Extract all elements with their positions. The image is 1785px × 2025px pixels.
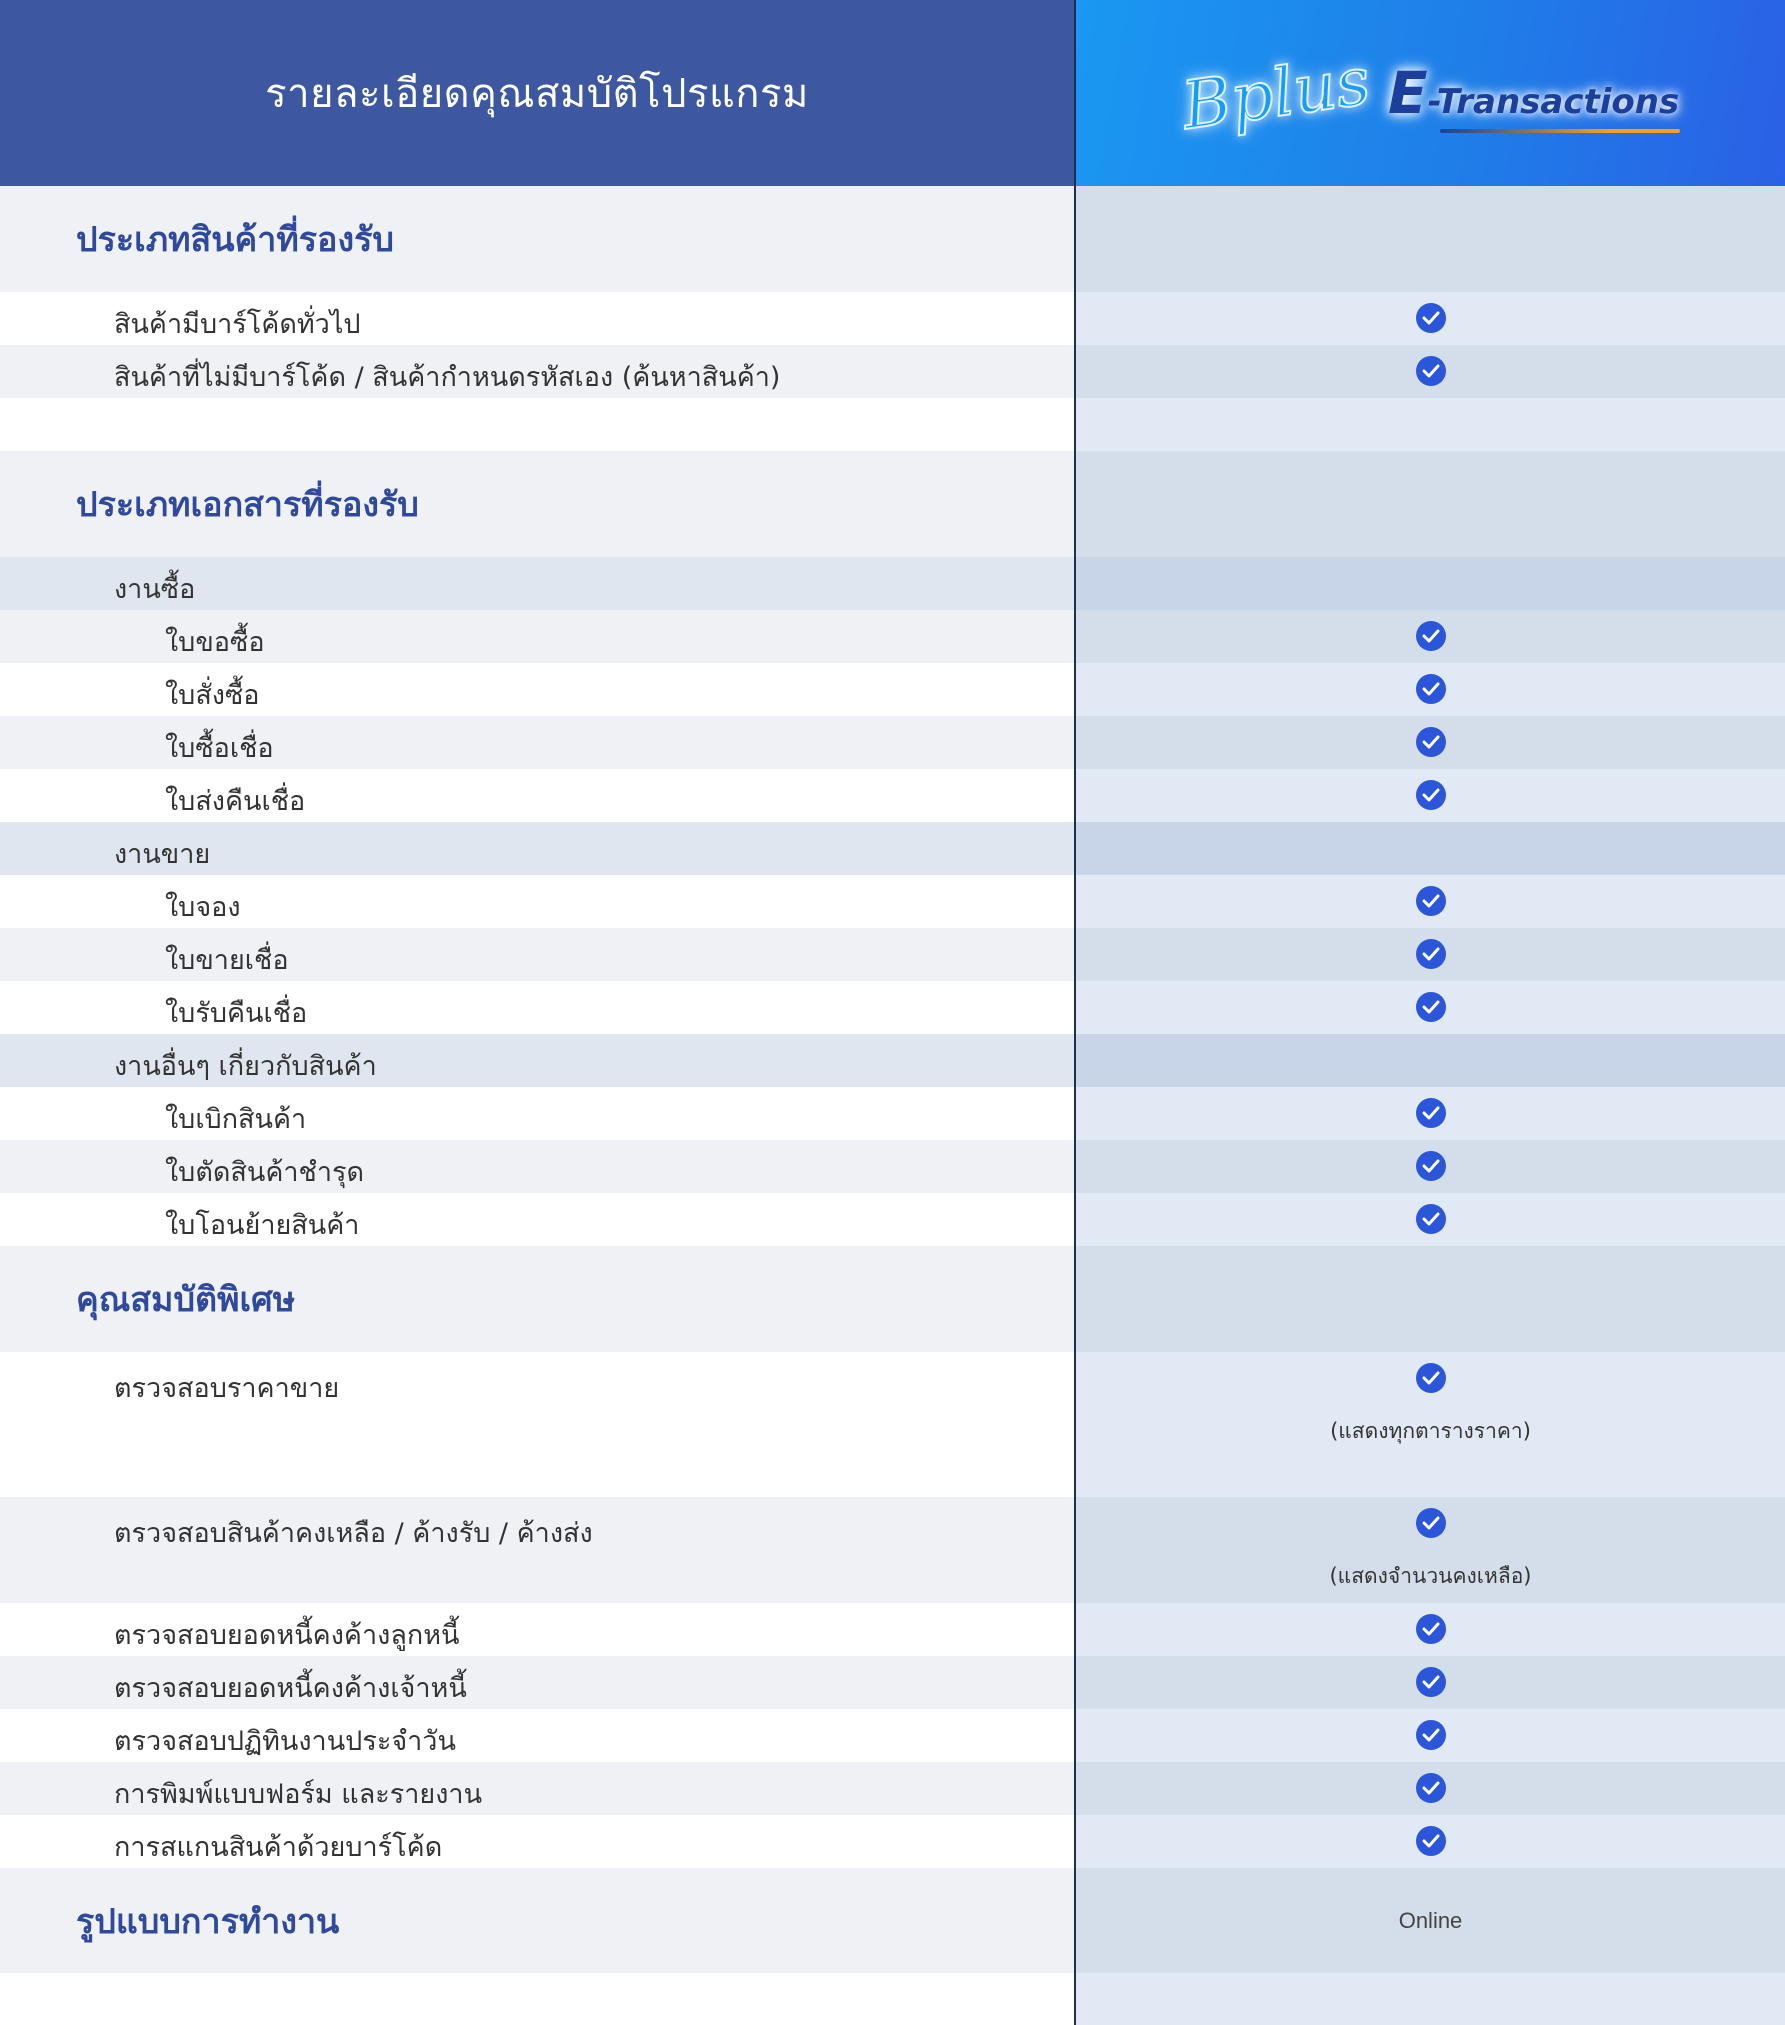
group-row bbox=[0, 1034, 1785, 1087]
feature-label: ใบซื้อเชื่อ bbox=[165, 733, 274, 764]
table-row bbox=[0, 716, 1785, 769]
bplus-etransactions-logo bbox=[1177, 41, 1680, 145]
group-label-other: งานอื่นๆ เกี่ยวกับสินค้า bbox=[114, 1051, 377, 1082]
section-header-row bbox=[0, 186, 1785, 292]
group-row bbox=[0, 557, 1785, 610]
feature-label: การพิมพ์แบบฟอร์ม และรายงาน bbox=[114, 1779, 483, 1810]
feature-label: การสแกนสินค้าด้วยบาร์โค้ด bbox=[114, 1832, 443, 1863]
header bbox=[0, 0, 1785, 186]
section-title-mode: รูปแบบการทำงาน bbox=[76, 1901, 340, 1942]
table-row bbox=[0, 875, 1785, 928]
feature-label: ตรวจสอบยอดหนี้คงค้างลูกหนี้ bbox=[114, 1620, 460, 1651]
feature-label: ใบโอนย้ายสินค้า bbox=[165, 1210, 360, 1241]
check-circle-icon bbox=[1416, 1204, 1446, 1234]
feature-label: สินค้าที่ไม่มีบาร์โค้ด / สินค้ากำหนดรหัสเอง (ค้นหาสินค้า) bbox=[114, 362, 781, 393]
check-circle-icon bbox=[1416, 1151, 1446, 1181]
group-label-purchase: งานซื้อ bbox=[114, 574, 196, 605]
check-circle-icon bbox=[1416, 939, 1446, 969]
feature-note: (แสดงจำนวนคงเหลือ) bbox=[1329, 1564, 1532, 1588]
feature-label: ใบส่งคืนเชื่อ bbox=[165, 786, 306, 817]
product-logo-cell bbox=[1076, 0, 1785, 186]
table-row bbox=[0, 1193, 1785, 1246]
feature-label: สินค้ามีบาร์โค้ดทั่วไป bbox=[114, 309, 361, 340]
logo-wordmark bbox=[1388, 59, 1679, 127]
group-label-sales: งานขาย bbox=[114, 839, 211, 870]
feature-label: ตรวจสอบราคาขาย bbox=[114, 1373, 340, 1404]
check-circle-icon bbox=[1416, 1363, 1446, 1393]
section-header-row bbox=[0, 1868, 1785, 1973]
section-header-row bbox=[0, 451, 1785, 557]
feature-label: ใบรับคืนเชื่อ bbox=[165, 998, 308, 1029]
table-row bbox=[0, 1352, 1785, 1497]
logo-transactions-text: -Transactions bbox=[1427, 82, 1680, 122]
feature-label: ตรวจสอบยอดหนี้คงค้างเจ้าหนี้ bbox=[114, 1673, 467, 1704]
check-circle-icon bbox=[1416, 1720, 1446, 1750]
table-row bbox=[0, 1497, 1785, 1603]
section-title-documents: ประเภทเอกสารที่รองรับ bbox=[76, 485, 419, 525]
check-circle-icon bbox=[1416, 303, 1446, 333]
group-row bbox=[0, 822, 1785, 875]
page-title: รายละเอียดคุณสมบัติโปรแกรม bbox=[0, 0, 1074, 186]
check-circle-icon bbox=[1416, 727, 1446, 757]
check-circle-icon bbox=[1416, 886, 1446, 916]
check-circle-icon bbox=[1416, 674, 1446, 704]
table-row bbox=[0, 1140, 1785, 1193]
check-circle-icon bbox=[1416, 1508, 1446, 1538]
table-row bbox=[0, 1762, 1785, 1815]
spacer-row bbox=[0, 398, 1785, 451]
check-circle-icon bbox=[1416, 1667, 1446, 1697]
check-circle-icon bbox=[1416, 356, 1446, 386]
section-title-products: ประเภทสินค้าที่รองรับ bbox=[76, 220, 394, 260]
feature-label: ใบจอง bbox=[165, 892, 241, 923]
table-row bbox=[0, 1603, 1785, 1656]
check-circle-icon bbox=[1416, 992, 1446, 1022]
section-title-special: คุณสมบัติพิเศษ bbox=[76, 1280, 296, 1320]
feature-table bbox=[0, 186, 1785, 2025]
check-circle-icon bbox=[1416, 780, 1446, 810]
table-row bbox=[0, 610, 1785, 663]
check-circle-icon bbox=[1416, 621, 1446, 651]
logo-swoosh bbox=[1440, 129, 1680, 133]
feature-label: ใบตัดสินค้าชำรุด bbox=[165, 1157, 365, 1188]
feature-label: ตรวจสอบสินค้าคงเหลือ / ค้างรับ / ค้างส่ง bbox=[114, 1518, 593, 1549]
logo-e-letter: E bbox=[1388, 59, 1428, 127]
table-row bbox=[0, 1087, 1785, 1140]
table-row bbox=[0, 292, 1785, 345]
table-row bbox=[0, 1709, 1785, 1762]
table-row bbox=[0, 1815, 1785, 1868]
mode-value: Online bbox=[1398, 1907, 1463, 1933]
feature-label: ตรวจสอบปฏิทินงานประจำวัน bbox=[114, 1726, 456, 1757]
table-row bbox=[0, 345, 1785, 398]
table-row bbox=[0, 1656, 1785, 1709]
section-header-row bbox=[0, 1246, 1785, 1352]
check-circle-icon bbox=[1416, 1098, 1446, 1128]
table-row bbox=[0, 663, 1785, 716]
table-row bbox=[0, 928, 1785, 981]
table-row bbox=[0, 981, 1785, 1034]
table-row bbox=[0, 769, 1785, 822]
feature-label: ใบขายเชื่อ bbox=[165, 945, 289, 976]
feature-label: ใบเบิกสินค้า bbox=[165, 1104, 307, 1135]
check-circle-icon bbox=[1416, 1773, 1446, 1803]
spacer-row bbox=[0, 1973, 1785, 2025]
check-circle-icon bbox=[1416, 1826, 1446, 1856]
feature-label: ใบสั่งซื้อ bbox=[165, 680, 260, 711]
check-circle-icon bbox=[1416, 1614, 1446, 1644]
feature-label: ใบขอซื้อ bbox=[165, 627, 265, 658]
feature-note: (แสดงทุกตารางราคา) bbox=[1330, 1419, 1531, 1443]
logo-script-text: Bplus bbox=[1177, 41, 1375, 145]
